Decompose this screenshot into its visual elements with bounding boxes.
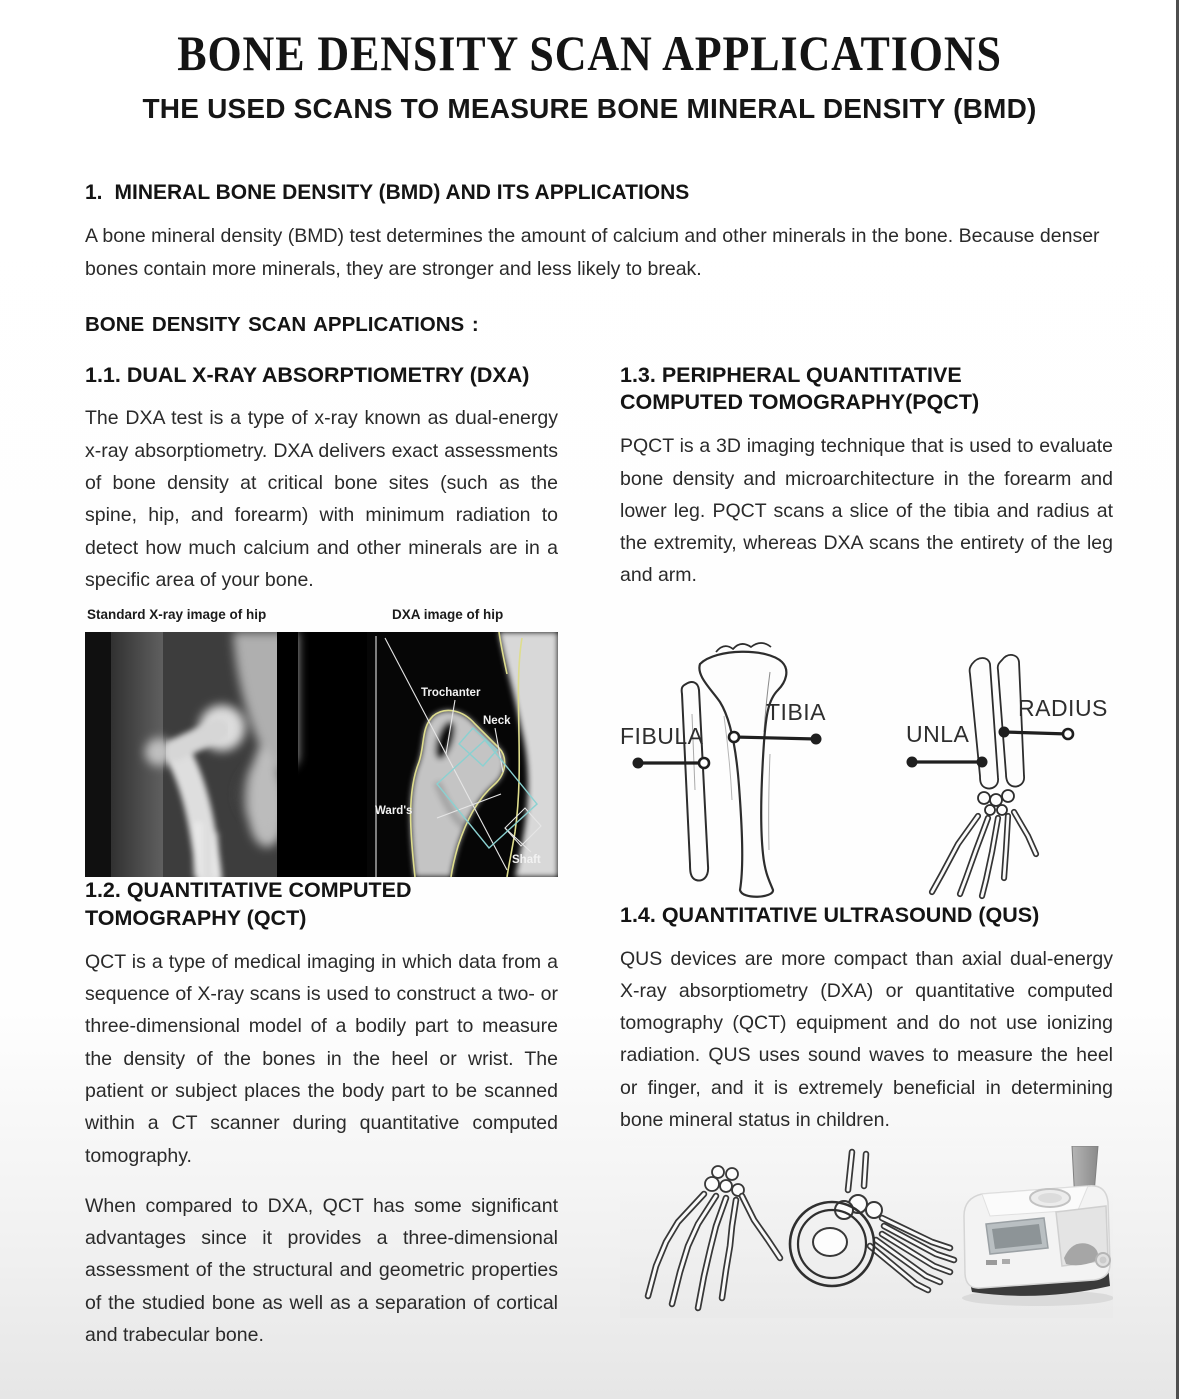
- intro-paragraph: A bone mineral density (BMD) test determines the amount of calcium and other minerals in the bone. Because denser bones contain more minerals, they are stronger and less likely to break.: [85, 225, 1100, 280]
- tibia-label: TIBIA: [766, 698, 827, 725]
- qus-heading: 1.4. QUANTITATIVE ULTRASOUND (QUS): [620, 902, 1040, 927]
- fibula-callout: [620, 723, 709, 769]
- dxa-image-caption: DXA image of hip: [392, 607, 504, 623]
- page-subtitle: THE USED SCANS TO MEASURE BONE MINERAL DENSITY (BMD): [142, 93, 1037, 124]
- hip-figure-captions: [85, 607, 558, 625]
- qus-paragraph: QUS devices are more compact than axial dual-energy X-ray absorptiometry (DXA) or quantitative computed tomography (QCT) equipment and do not use ionizing radiation. QUS uses sound waves to measure the heel or finger, and it is extremely beneficial in determining bone mineral status in children.: [620, 947, 1113, 1131]
- standard-xray-image: [85, 632, 298, 877]
- intro-heading-number: 1.: [85, 181, 103, 204]
- shaft-label: Shaft: [512, 854, 541, 867]
- leg-and-forearm-figure: [620, 630, 1113, 902]
- trochanter-label: Trochanter: [421, 687, 481, 700]
- forearm-hand-drawing: [932, 655, 1036, 896]
- document-content: [0, 181, 1179, 1351]
- hip-xray-figure: [85, 632, 558, 877]
- qus-figure: [620, 1146, 1113, 1318]
- pqct-heading: 1.3. PERIPHERAL QUANTITATIVE COMPUTED TOMOGRAPHY(PQCT): [620, 362, 980, 415]
- scan-applications-heading: BONE DENSITY SCAN APPLICATIONS :: [85, 312, 479, 336]
- right-column: [620, 362, 1113, 1352]
- standard-xray-caption: Standard X-ray image of hip: [87, 607, 267, 623]
- wards-label: Ward's: [375, 805, 413, 818]
- dxa-paragraph: The DXA test is a type of x-ray known as dual-energy x-ray absorptiometry. DXA delivers exact assessments of bone density at critical bone sites (such as the spine, hip, and forearm) with minimum radiation to detect how much calcium and other minerals are in a specific area of your bone.: [85, 407, 558, 591]
- tibia-fibula-drawing: [682, 643, 787, 897]
- unla-label: UNLA: [906, 720, 970, 747]
- document-header: [0, 0, 1179, 125]
- two-column-layout: [85, 362, 1115, 1352]
- dxa-heading: 1.1. DUAL X-RAY ABSORPTIOMETRY (DXA): [85, 362, 530, 387]
- left-column: [85, 362, 558, 1352]
- radius-label: RADIUS: [1018, 694, 1108, 721]
- intro-heading: [85, 181, 1115, 205]
- neck-label: Neck: [483, 715, 511, 728]
- page-title: [0, 26, 1179, 81]
- qct-paragraph-2: When compared to DXA, QCT has some significant advantages since it provides a three-dimensional assessment of the structural and geometric properties of the studied bone as well as a separation of cortical and trabecular bone.: [85, 1194, 558, 1346]
- qct-paragraph-1: QCT is a type of medical imaging in which data from a sequence of X-ray scans is used to construct a two- or three-dimensional model of a bodily part to measure the density of the bones in the heel or wrist. The patient or subject places the body part to be scanned within a CT scanner during quantitative computed tomography.: [85, 950, 558, 1167]
- intro-heading-text: MINERAL BONE DENSITY (BMD) AND ITS APPLICATIONS: [114, 181, 690, 204]
- pqct-paragraph: PQCT is a 3D imaging technique that is used to evaluate bone density and microarchitecture in the forearm and lower leg. PQCT scans a slice of the tibia and radius at the extremity, whereas DXA scans the entirety of the leg and arm.: [620, 435, 1113, 587]
- dxa-image: [367, 632, 558, 877]
- qct-heading: 1.2. QUANTITATIVE COMPUTED TOMOGRAPHY (QCT): [85, 878, 412, 930]
- page-title-text: BONE DENSITY SCAN APPLICATIONS: [177, 25, 1002, 81]
- fibula-label: FIBULA: [620, 722, 704, 749]
